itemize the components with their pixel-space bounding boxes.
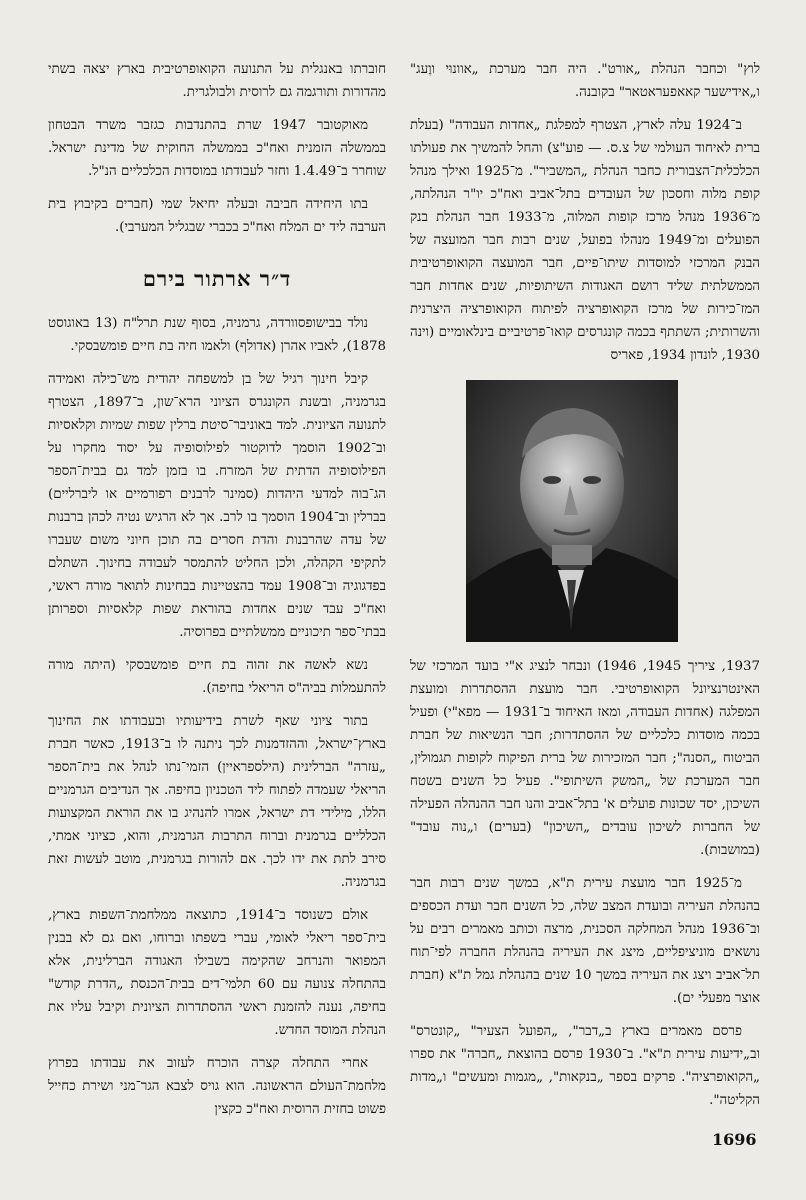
paragraph: ב־1924 עלה לארץ, הצטרף למפלגת „אחדות העבודה" (בעלת ברית לאיחוד העולמי של צ.ס. — פוע"צ) והחל להמשיך את פעולתו הכלכלית־הצבורית כחבר הנהלת „המשביר". מ־1925 ואילך מנהל קופת מלוה וחסכון של העובדים בתל־אביב ואח"כ יו"ר הנהלתה, מ־1936 מנהל מרכז קופות המלוה, מ־1933 חבר הנהלת בנק הפועלים ומ־1949 מנהלו בפועל, שנים רבות חבר המועצה של הבנק המרכזי למוסדות שיתו־פיים, חבר המועצה הקואופרטיבית הממשלתית שליד רושם האגודות השיתופיות, שנים אחדות חבר המז־כירות של מרכז הקואופרציה לפיתוח הקואופרציה היצרנית והשרותית; השתתף בכמה קונגרסים קואו־פרטיביים בינלאומיים (וינה 1930, לונדון 1934, פאריס bbox=[410, 118, 761, 363]
right-column-bottom bbox=[410, 655, 760, 1122]
paragraph: פרסם מאמרים בארץ ב„דבר", „הפועל הצעיר" „קונטרס" וב„ידיעות עירית ת"א". ב־1930 פרסם בהוצאת „חברה" את ספרו „הקואופרציה". פרקים בספר „בנקאות", „מגמות ומעשים" ו„מדות הקליטה". bbox=[410, 1024, 760, 1108]
paragraph: אולם כשנוסד ב־1914, כתוצאה ממלחמת־השפות בארץ, בית־ספר ריאלי לאומי, עברי בשפתו וברוחו, ואם גם לא בבנין המפואר והנרחב שהקימה בשבילו האגודה הברלינית, אלא בהתחלה צנועה עם 60 תלמי־דים בבית־הכנסת „הדרת קודש" בחיפה, נענה להזמנת ראשי ההסתדרות הציונית וקיבל עליו את הנהלת המוסד החדש. bbox=[48, 908, 386, 1038]
right-column-top bbox=[410, 58, 760, 377]
entry-heading: ד״ר ארתור בירם bbox=[142, 266, 292, 291]
paragraph: מאוקטובר 1947 שרת בהתנדבות כגזבר משרד הבטחון בממשלה הזמנית ואח"כ בממשלה החוקית של מדינת ישראל. שוחרר ב־1.4.49 וחזר לעבודתו במוסדות הכלכליים הנ"ל. bbox=[48, 118, 386, 179]
paragraph: בתו היחידה חביבה ובעלה יחיאל שמי (חברים בקיבוץ בית הערבה ליד ים המלח ואח"כ בכברי שבגליל המערבי). bbox=[48, 197, 386, 235]
paragraph: מ־1925 חבר מועצת עירית ת"א, במשך שנים רבות חבר בהנהלת העיריה ובועדת המצב שלה, כל השנים חבר ועדת הכספים וב־1936 מנהל המחלקה הסכנית, מרצה וכותב מאמרים רבים על נושאים מוניציפליים, מיצג את העיריה בהנהלת החברה לפי־תוח תל־אביב ויצג את העיריה במשך 10 שנים בהנהלת גמל ת"א (חברת אוצר מפעלי ים). bbox=[410, 876, 760, 1006]
paragraph: קיבל חינוך רגיל של בן למשפחה יהודית מש־כילה ואמידה בגרמניה, ובשנת הקונגרס הציוני הרא־שון, ב־1897, הצטרף לתנועה הציונית. למד באוניבר־סיטת ברלין שפות שמיות וקלאסיות וב־1902 הוסמך לדוקטור לפילוסופיה על יסוד מחקרו על הפילוסופיה הדתית של המזרח. בו בזמן למד גם בבית־הספר הג־בוה למדעי היהדות (סמינר לרבנים רפורמיים או ליברליים) בברלין וב־1904 הוסמך בו לרב. אך לא הרגיש נטיה לכהן ברבנות של עדה שהרבנות והדת חסרים בה תוכן חיוני משום שעברו לתקיפי הקהלה, ולכן החליט להתמסר לעבודה בחינוך. השתלם בפדגוגיה וב־1908 עמד בהצטיינות בבחינות לתואר מורה ראשי, ואח"כ עבד שנים אחדות בהוראת שפות קלאסיות וספרותן בבתי־ספר תיכוניים ממשלתיים בפרוסיה. bbox=[48, 372, 386, 640]
portrait-photo bbox=[466, 380, 678, 642]
paragraph: נולד בבישופסוורדה, גרמניה, בסוף שנת תרל"ח (13 באוגוסט 1878), לאביו אהרן (אדולף) ולאמו חיה בת חיים פומשבסקי. bbox=[48, 316, 386, 354]
paragraph: בתור ציוני שאף לשרת בידיעותיו ובעבודתו את החינוך בארץ־ישראל, וההזדמנות לכך ניתנה לו ב־1913, כאשר חברת „עזרה" הברלינית (הילספראיין) הזמי־נתו לנהל את בית־הספר הריאלי שעמדה לפתוח ליד הטכניון בחיפה. אך הנדיבים הגרמניים הללו, מילידי דת ישראל, אמרו להנהיג בו את הוראת המקצועות הכלליים בגרמנית וברוח התרבות הגרמנית, והוא, כציוני אמתי, סירב לתת את ידו לכך. אם להורות בגרמנית, מוטב לעשות זאת בגרמניה. bbox=[48, 714, 386, 890]
paragraph: אחרי התחלה קצרה הוכרח לעזוב את עבודתו בפרוץ מלחמת־העולם הראשונה. הוא גויס לצבא הגר־מני ושירת כחייל פשוט בחזית הרוסית ואח"כ כקצין bbox=[48, 1056, 386, 1117]
paragraph: נשא לאשה את זהוה בת חיים פומשבסקי (היתה מורה להתעמלות בביה"ס הריאלי בחיפה). bbox=[48, 658, 386, 696]
paragraph: לוץ" וכחבר הנהלת „אורט". היה חבר מערכת „אוונוּי ווֶעג" ו„אידישער קאאפעראטאר" בקובנה. bbox=[410, 62, 760, 100]
left-column bbox=[48, 58, 386, 1131]
portrait-icon bbox=[466, 380, 678, 642]
page-number: 1696 bbox=[712, 1130, 757, 1149]
paragraph: 1937, ציריך 1945, 1946) ונבחר לנציג א"י בועד המרכזי של האינטרנציונל הקואופרטיבי. חבר מועצת ההסתדרות ומועצת המפלגה (אחדות העבודה, ומאז האיחוד ב־1931 — מפא"י) ופעיל בכמה מוסדות כלכליים של ההסתדרות; חבר הנשיאות של חברת הביטוח „הסנה"; חבר המזכירות של ברית הפיקוח לקופות תגמולין, חבר המערכת של „המשק השיתופי". פעיל כל השנים בשטח השיכון, יסד שכונות פועלים א' בתל־אביב והנו חבר ההנהלה הפעילה של החברות לשיכון עובדים „השיכון" (בערים) ו„נוה עובד" (במושבות). bbox=[410, 659, 761, 858]
paragraph: חוברתו באנגלית על התנועה הקואופרטיבית בארץ יצאה בשתי מהדורות ותורגמה גם לרוסית ולבולגרית. bbox=[48, 62, 386, 100]
